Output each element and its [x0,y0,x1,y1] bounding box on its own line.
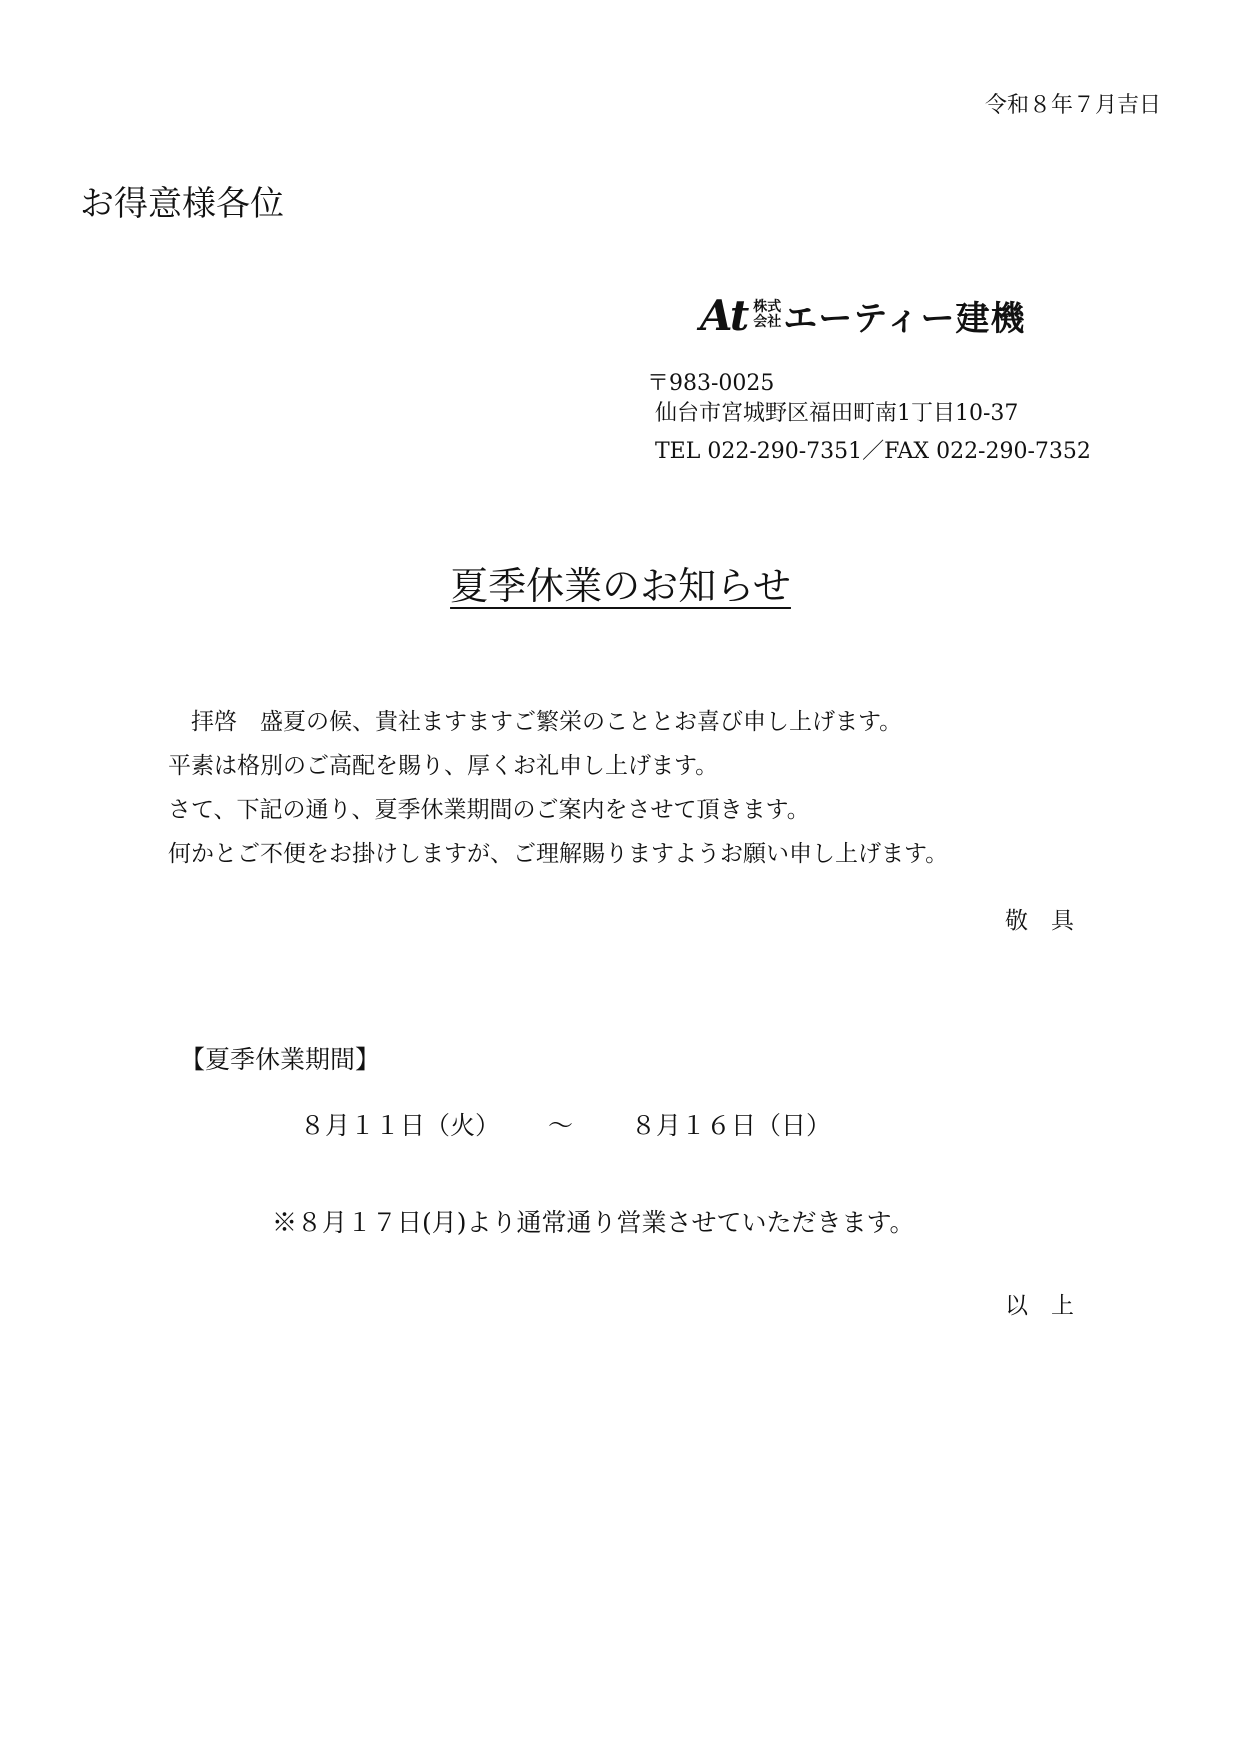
period-end: ８月１６日（日） [631,1111,832,1140]
period-separator: ～ [548,1111,574,1140]
street-address: 仙台市宮城野区福田町南1丁目10-37 [655,401,1019,426]
logo-kabushiki-kaisha [753,300,781,330]
document-date: 令和８年７月吉日 [984,93,1161,118]
logo-kabushiki: 株式 [753,299,782,315]
logo-company-name: エーティー建機 [783,298,1026,339]
closing-phrase: 敬 具 [1005,908,1074,934]
recipient-line: お得意様各位 [80,184,284,224]
holiday-period-heading: 【夏季休業期間】 [180,1045,381,1074]
body-line: 拝啓 盛夏の候、貴社ますますご繁栄のこととお喜び申し上げます。 [191,709,903,735]
period-start: ８月１１日（火） [300,1111,501,1140]
holiday-period-range [300,1106,831,1142]
company-logo [700,290,1026,340]
title-text: 夏季休業のお知らせ [450,564,791,608]
tel-fax: TEL 022-290-7351／FAX 022-290-7352 [655,439,1091,464]
body-line: さて、下記の通り、夏季休業期間のご案内をさせて頂きます。 [168,797,810,823]
body-line: 何かとご不便をお掛けしますが、ご理解賜りますようお願い申し上げます。 [168,841,949,867]
body-line: 平素は格別のご高配を賜り、厚くお礼申し上げます。 [168,753,719,779]
postal-code: 〒983-0025 [647,371,775,396]
letter-body [168,700,948,876]
resume-notice: ※８月１７日(月)より通常通り営業させていただきます。 [272,1208,915,1237]
end-mark: 以 上 [1005,1293,1074,1319]
logo-kaisha: 会社 [753,314,782,330]
document-title [0,555,1241,610]
logo-mark: At [700,290,748,340]
